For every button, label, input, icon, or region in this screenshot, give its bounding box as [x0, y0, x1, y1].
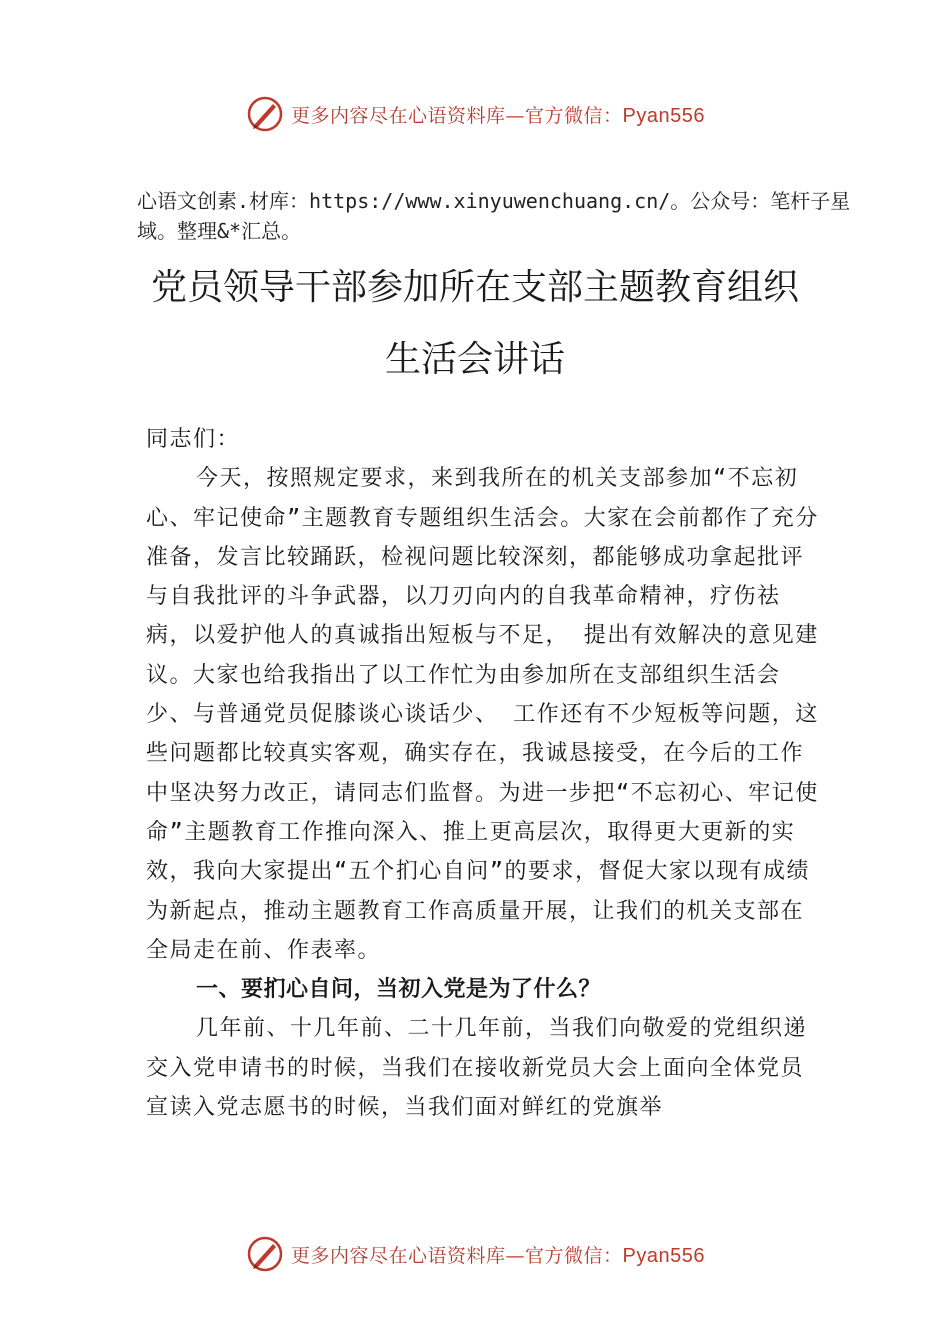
- paragraph-2: 几年前、十几年前、二十几年前，当我们向敬爱的党组织递交入党申请书的时候，当我们在接收新党员大会上面向全体党员宣读入党志愿书的时候，当我们面对鲜红的党旗举: [146, 1016, 808, 1121]
- watermark-text: 更多内容尽在心语资料库—官方微信：Pyan556: [291, 104, 705, 127]
- title-line-2: 生活会讲话: [384, 339, 565, 380]
- footer-watermark: [0, 1232, 950, 1276]
- document-title: [0, 252, 950, 396]
- pen-logo-icon: [245, 1234, 285, 1274]
- source-line: 心语文创素.材库：https://www.xinyuwenchuang.cn/。公众号：笔杆子星域。整理&*汇总。: [137, 189, 851, 243]
- paragraph-1: 今天，按照规定要求，来到我所在的机关支部参加“不忘初心、牢记使命”主题教育专题组织生活会。大家在会前都作了充分准备，发言比较踊跃，检视问题比较深刻，都能够成功拿起批评与自我批评的斗争武器，以刀刃向内的自我革命精神，疗伤祛病，以爱护他人的真诚指出短板与不足， 提出有效解决的意见建议。大家也给我指出了以工作忙为由参加所在支部组织生活会少、与普通党员促膝谈心谈话少、 工作还有不少短板等问题，这些问题都比较真实客观，确实存在，我诚恳接受，在今后的工作中坚决努力改正，请同志们监督。为进一步把“不忘初心、牢记使命”主题教育工作推向深入、推上更高层次，取得更大更新的实效，我向大家提出“五个扪心自问”的要求，督促大家以现有成绩为新起点，推动主题教育工作高质量开展，让我们的机关支部在全局走在前、作表率。: [146, 466, 819, 963]
- watermark-text: 更多内容尽在心语资料库—官方微信：Pyan556: [291, 1244, 705, 1267]
- pen-logo-icon: [245, 94, 285, 134]
- document-body: [146, 420, 826, 1127]
- section-heading-1: 一、要扪心自问，当初入党是为了什么？: [196, 977, 602, 1003]
- greeting: 同志们：: [146, 427, 241, 452]
- header-watermark: [0, 92, 950, 136]
- title-line-1: 党员领导干部参加所在支部主题教育组织: [150, 267, 799, 308]
